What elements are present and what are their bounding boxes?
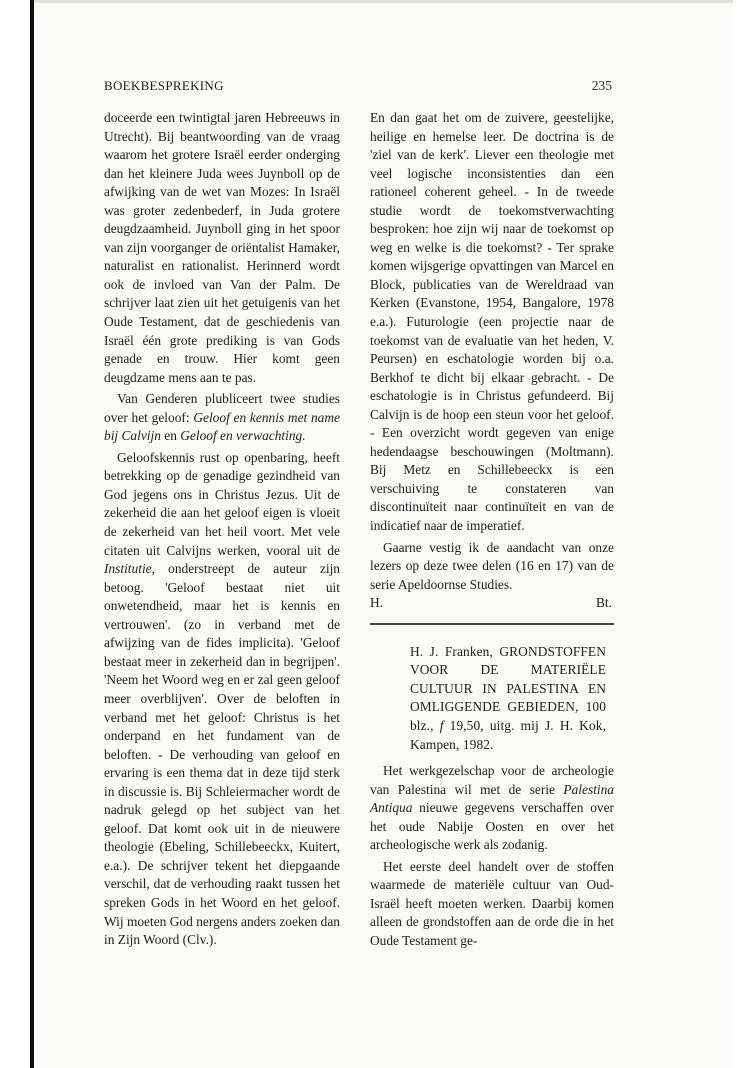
text-run: , onderstreept de auteur zijn betoog. 'Geloof bestaat niet uit onwetendheid, maar het is kennis en vertrouwen'. (zo in verband met de afwijzing van de fides implicita). 'Geloof bestaat meer in zekerheid dan in begrijpen'. 'Neem het Woord weg en er zal geen geloof meer overblijven'. Over de beloften in verband met het geloof: Christus is het onderpand en het fundament van de beloften. - De verhouding van geloof en ervaring is een thema dat in deze tijd sterk in discussie is. Bij Schleiermacher wordt de nadruk gelegd op het subject van het geloof. Dat komt ook uit in de nieuwere theologie (Ebeling, Schillebeeckx, Kuitert, e.a.). De schrijver tekent het diepgaande verschil, dat de verhouding raakt tussen het spreken Gods in het Woord en het geloof. Wij moeten God nergens anders zoeken dan in Zijn Woord (Clv.).	[104, 561, 340, 948]
book-details: 19,50, uitg. mij J. H. Kok, Kampen, 1982.	[410, 717, 606, 752]
section-divider	[370, 623, 614, 625]
right-paragraph-2: Gaarne vestig ik de aandacht van onze lezers op deze twee delen (16 en 17) van de serie Apeldoornse Studies.	[370, 539, 614, 592]
book-title: GRONDSTOFFEN VOOR DE MATERIËLE CULTUUR IN PALESTINA EN OMLIGGENDE GEBIEDEN,	[410, 643, 606, 715]
text-run: en	[160, 428, 181, 444]
book-title-italic: Geloof en kennis met name bij Calvijn	[104, 409, 340, 444]
left-column	[104, 109, 340, 950]
running-title: BOEKBESPREKING	[104, 78, 224, 93]
book-heading	[410, 643, 606, 754]
book-details: 100 blz.,	[410, 699, 606, 733]
series-title-italic: Palestina Antiqua	[370, 781, 614, 816]
running-header	[104, 78, 612, 96]
left-paragraph-1: doceerde een twintigtal jaren Hebreeuws in Utrecht). Bij beantwoording van de vraag waarom het grotere Israël eerder onderging dan het kleinere Juda wees Juynboll op de afwijking van de wet van Mozes: In Israël was groter zedenbederf, in Juda grotere deugdzaamheid. Juynboll ging in het spoor van zijn voorganger de oriëntalist Hamaker, naturalist en rationalist. Herinnerd wordt ook de invloed van Van der Palm. De schrijver laat zien uit het getuigenis van het Oude Testament, dat de geschiedenis van Israël één grote prediking is van Gods genade en trouw. Hier komt geen deugdzame mens aan te pas.	[104, 110, 340, 385]
right-paragraph-3	[370, 762, 614, 855]
signature-initial: H.	[370, 595, 384, 611]
left-paragraph-2	[104, 390, 340, 446]
book-title-italic: Geloof en verwachting.	[180, 428, 306, 444]
signature-name: Bt.	[596, 595, 612, 611]
scan-left-edge	[30, 0, 34, 1068]
book-author: H. J. Franken,	[410, 643, 500, 659]
text-run: Van Genderen plubliceert twee studies over het geloof:	[104, 391, 340, 425]
currency-symbol: f	[439, 717, 444, 733]
left-paragraph-3	[104, 449, 340, 950]
page-number: 235	[591, 78, 612, 93]
text-run: Het werkgezelschap voor de archeologie van Palestina wil met de serie	[370, 763, 614, 797]
scan-top-edge	[30, 0, 734, 3]
right-paragraph-4: Het eerste deel handelt over de stoffen waarmede de materiële cultuur van Oud-Israël heeft moeten werken. Daarbij komen alleen de grondstoffen aan de orde die in het Oude Testament ge-	[370, 858, 614, 948]
work-title-italic: Institutie	[104, 561, 152, 577]
text-run: nieuwe gegevens verschaffen over het oude Nabije Oosten en over het archeologische werk als zodanig.	[370, 800, 614, 853]
reviewer-signature	[370, 594, 614, 613]
right-column	[370, 109, 614, 951]
text-run: Geloofskennis rust op openbaring, heeft betrekking op de genadige gezindheid van God jegens ons in Christus Jezus. Uit de zekerheid die aan het geloof eigen is vloeit de zekerheid van het heil voort. Met vele citaten uit Calvijns werken, vooral uit de	[104, 449, 340, 558]
right-paragraph-1: En dan gaat het om de zuivere, geestelijke, heilige en hemelse leer. De doctrina is de 'ziel van de kerk'. Liever een theologie met veel logische inconsistenties dan een rationeel coherent geheel. - In de tweede studie wordt de toekomstverwachting besproken: hoe zijn wij naar de toekomst op weg en welke is die toekomst? - Ter sprake komen wijsgerige opvattingen van Marcel en Block, publicaties van de Wereldraad van Kerken (Evanstone, 1954, Bangalore, 1978 e.a.). Futurologie (een projectie naar de toekomst van de evaluatie van het heden, V. Peursen) en eschatologie worden bij o.a. Berkhof te dicht bij elkaar gebracht. - De eschatologie is in Christus gefundeerd. Bij Calvijn is de hoop een steun voor het geloof. - Een overzicht wordt gegeven van enige hedendaagse beschouwingen (Moltmann). Bij Metz en Schillebeeckx is een verschuiving te constateren van discontinuïteit naar continuïteit en van de indicatief naar de imperatief.	[370, 110, 614, 534]
scan-right-edge	[733, 0, 738, 1068]
